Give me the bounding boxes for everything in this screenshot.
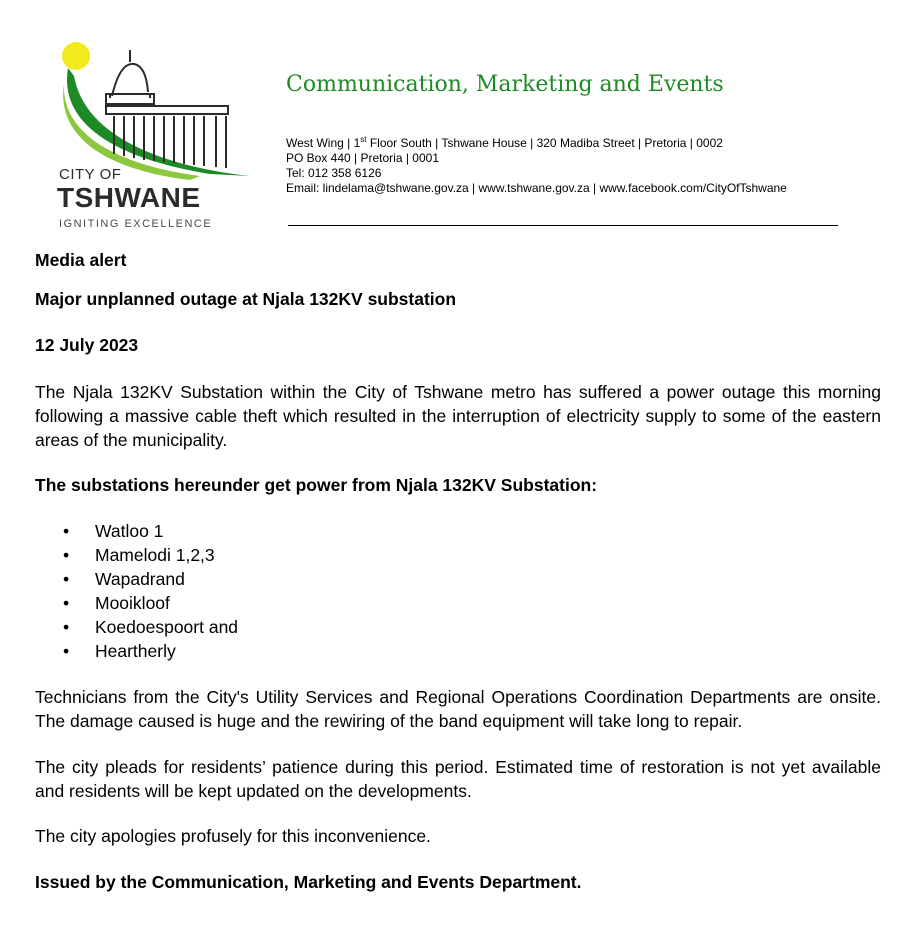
release-date: 12 July 2023: [35, 335, 139, 355]
bullet-icon: •: [63, 545, 70, 565]
po-box-line: PO Box 440 | Pretoria | 0001: [286, 151, 439, 165]
tel-line: Tel: 012 358 6126: [286, 166, 382, 180]
bullet-icon: •: [63, 521, 70, 541]
bullet-icon: •: [63, 617, 70, 637]
address-line: West Wing | 1st Floor South | Tshwane House | 320 Madiba Street | Pretoria | 0002: [286, 135, 723, 150]
list-item: • Mooikloof: [63, 593, 170, 613]
bullet-icon: •: [63, 569, 70, 589]
contact-block: [286, 132, 787, 196]
issued-by: Issued by the Communication, Marketing and Events Department.: [35, 872, 582, 892]
header-divider: [288, 225, 838, 226]
intro-paragraph: The Njala 132KV Substation within the City of Tshwane metro has suffered a power outage this morning following a massive cable theft which resulted in the interruption of electricity supply to some of the eastern areas of the municipality.: [35, 382, 881, 450]
department-title: Communication, Marketing and Events: [286, 72, 724, 97]
logo-tagline: IGNITING EXCELLENCE: [59, 218, 213, 230]
substation-list: [35, 519, 881, 663]
list-item: • Watloo 1: [63, 521, 164, 541]
substation-list-heading: The substations hereunder get power from Njala 132KV Substation:: [35, 475, 598, 495]
list-item: • Wapadrand: [63, 569, 185, 589]
document-type: Media alert: [35, 250, 127, 270]
email-web-line: Email: lindelama@tshwane.gov.za | www.tshwane.gov.za | www.facebook.com/CityOfTshwane: [286, 181, 787, 195]
list-item: • Heartherly: [63, 641, 176, 661]
press-release-body: [35, 249, 881, 893]
technicians-paragraph: Technicians from the City's Utility Services and Regional Operations Coordination Departments are onsite. The damage caused is huge and the rewiring of the band equipment will take long to repair.: [35, 687, 881, 731]
headline: Major unplanned outage at Njala 132KV substation: [35, 289, 457, 309]
logo-tshwane-text: TSHWANE: [57, 182, 201, 213]
apology-paragraph: The city apologies profusely for this inconvenience.: [35, 826, 431, 846]
bullet-icon: •: [63, 593, 70, 613]
city-of-tshwane-logo: [40, 36, 270, 236]
bullet-icon: •: [63, 641, 70, 661]
list-item: • Koedoespoort and: [63, 617, 239, 637]
logo-city-of-text: CITY OF: [59, 166, 122, 183]
list-item: • Mamelodi 1,2,3: [63, 545, 215, 565]
patience-paragraph: The city pleads for residents’ patience during this period. Estimated time of restoration is not yet available and residents will be kept updated on the developments.: [35, 757, 881, 801]
